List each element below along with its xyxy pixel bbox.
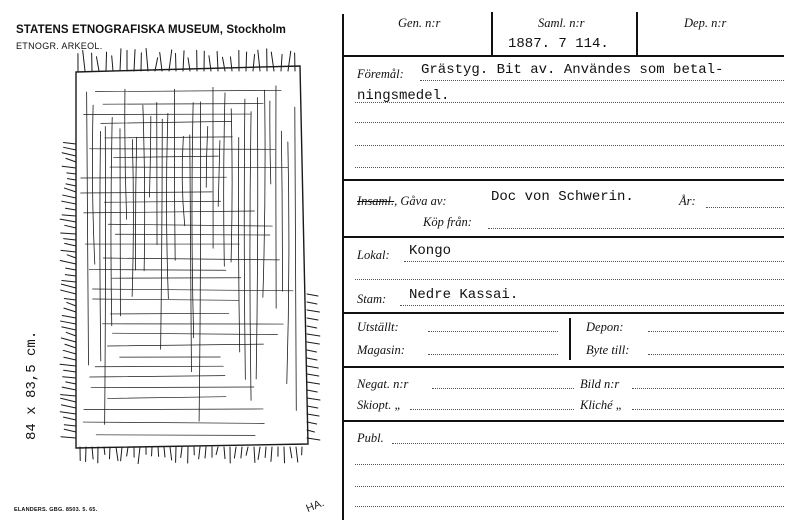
weave-thread bbox=[263, 90, 265, 297]
weave-thread bbox=[125, 89, 127, 219]
publ-label: Publ. bbox=[357, 431, 384, 445]
weave-thread bbox=[112, 333, 277, 334]
dep-nr-label: Dep. n:r bbox=[684, 16, 727, 30]
gen-nr-label: Gen. n:r bbox=[398, 16, 441, 30]
weave-thread bbox=[95, 90, 281, 91]
card-left-border bbox=[342, 14, 344, 520]
dotted-line bbox=[428, 331, 558, 332]
weave-thread bbox=[238, 137, 239, 352]
rule-acquisition bbox=[344, 236, 784, 238]
weave-thread bbox=[192, 103, 194, 338]
dotted-line bbox=[400, 305, 784, 306]
weave-thread bbox=[103, 258, 279, 260]
kliche-label: Kliché „ bbox=[580, 398, 623, 412]
weave-thread bbox=[256, 97, 258, 379]
exhibit-divider bbox=[569, 318, 571, 360]
dotted-line bbox=[420, 80, 784, 81]
weave-thread bbox=[167, 113, 169, 298]
weave-thread bbox=[103, 104, 263, 105]
gava-label: , Gåva av: bbox=[394, 194, 447, 208]
textile-sketch bbox=[30, 44, 325, 514]
weave-thread bbox=[81, 177, 227, 178]
weave-thread bbox=[218, 141, 220, 207]
depon-label: Depon: bbox=[586, 320, 624, 334]
number-divider-2 bbox=[636, 12, 638, 55]
weave-thread bbox=[190, 135, 192, 372]
weave-thread bbox=[90, 376, 225, 377]
printer-mark: ELANDERS. GBG. 8503. 5. 65. bbox=[14, 507, 98, 513]
rule-number-row bbox=[344, 55, 784, 57]
dotted-line bbox=[488, 228, 784, 229]
dotted-line bbox=[355, 486, 784, 487]
rule-photo bbox=[344, 420, 784, 422]
skiopt-label: Skiopt. „ bbox=[357, 398, 402, 412]
weave-thread bbox=[244, 99, 245, 379]
weave-thread bbox=[270, 101, 271, 184]
weave-thread bbox=[114, 156, 219, 157]
dotted-line bbox=[428, 354, 558, 355]
weave-thread bbox=[206, 126, 208, 187]
dotted-line bbox=[632, 388, 784, 389]
weave-thread bbox=[182, 136, 185, 225]
department-codes: ETNOGR. ARKEOL. bbox=[16, 41, 103, 51]
dotted-line bbox=[648, 354, 784, 355]
weave-thread bbox=[250, 112, 251, 401]
museum-name: STATENS ETNOGRAFISKA MUSEUM, Stockholm bbox=[16, 24, 287, 36]
dotted-line bbox=[355, 102, 784, 103]
foremal-label: Föremål: bbox=[357, 67, 404, 81]
weave-thread bbox=[84, 211, 255, 213]
dotted-line bbox=[404, 261, 784, 262]
stam-label: Stam: bbox=[357, 292, 387, 306]
insaml-label: Insaml. bbox=[357, 194, 395, 208]
byte-till-label: Byte till: bbox=[586, 343, 630, 357]
weave-thread bbox=[100, 131, 101, 361]
rule-stam bbox=[344, 312, 784, 314]
weave-thread bbox=[101, 121, 232, 123]
dotted-line bbox=[706, 207, 784, 208]
acquisition-label-row bbox=[357, 194, 447, 209]
dotted-line bbox=[355, 279, 784, 280]
bild-label: Bild n:r bbox=[580, 377, 620, 391]
dotted-line bbox=[355, 464, 784, 465]
dotted-line bbox=[355, 167, 784, 168]
weave-thread bbox=[96, 435, 255, 436]
weave-thread bbox=[110, 167, 288, 168]
dimensions-note: 84 x 83,5 cm. bbox=[24, 330, 40, 440]
ar-label: År: bbox=[679, 194, 696, 208]
initials-signature: HA. bbox=[304, 497, 326, 515]
weave-thread bbox=[231, 109, 232, 262]
weave-thread bbox=[107, 344, 263, 346]
rule-exhibit bbox=[344, 366, 784, 368]
weave-thread bbox=[95, 366, 223, 367]
weave-thread bbox=[92, 105, 94, 264]
dotted-line bbox=[355, 506, 784, 507]
weave-thread bbox=[199, 102, 201, 421]
lokal-value: Kongo bbox=[409, 243, 452, 259]
gava-value: Doc von Schwerin. bbox=[491, 189, 634, 205]
lokal-label: Lokal: bbox=[357, 248, 390, 262]
negat-label: Negat. n:r bbox=[357, 377, 409, 391]
dotted-line bbox=[432, 388, 574, 389]
weave-thread bbox=[143, 105, 145, 271]
dotted-line bbox=[355, 122, 784, 123]
utstallt-label: Utställt: bbox=[357, 320, 399, 334]
stam-value: Nedre Kassai. bbox=[409, 287, 519, 303]
weave-thread bbox=[84, 409, 263, 410]
dotted-line bbox=[410, 409, 574, 410]
weave-thread bbox=[93, 299, 239, 300]
weave-thread bbox=[132, 139, 133, 296]
number-divider-1 bbox=[491, 12, 493, 55]
weave-thread bbox=[83, 422, 264, 423]
weave-thread bbox=[107, 397, 225, 399]
weave-thread bbox=[87, 92, 89, 365]
weave-thread bbox=[89, 270, 226, 271]
rule-foremal bbox=[344, 179, 784, 181]
saml-nr-label: Saml. n:r bbox=[538, 16, 585, 30]
saml-nr-value: 1887. 7 114. bbox=[508, 36, 609, 52]
weave-thread bbox=[224, 93, 225, 266]
dotted-line bbox=[355, 145, 784, 146]
weave-thread bbox=[281, 131, 282, 291]
weave-thread bbox=[110, 313, 228, 314]
dotted-line bbox=[648, 331, 784, 332]
weave-thread bbox=[91, 387, 254, 388]
kop-fran-label: Köp från: bbox=[423, 215, 472, 229]
weave-thread bbox=[287, 142, 289, 384]
weave-thread bbox=[115, 234, 270, 235]
weave-thread bbox=[90, 149, 275, 150]
magasin-label: Magasin: bbox=[357, 343, 405, 357]
foremal-line-1: Grästyg. Bit av. Användes som betal- bbox=[421, 62, 724, 78]
dotted-line bbox=[632, 409, 784, 410]
foremal-line-2: ningsmedel. bbox=[357, 88, 450, 104]
dotted-line bbox=[392, 443, 784, 444]
weave-thread bbox=[104, 201, 220, 202]
weave-thread bbox=[295, 107, 296, 410]
weave-thread bbox=[105, 127, 106, 425]
